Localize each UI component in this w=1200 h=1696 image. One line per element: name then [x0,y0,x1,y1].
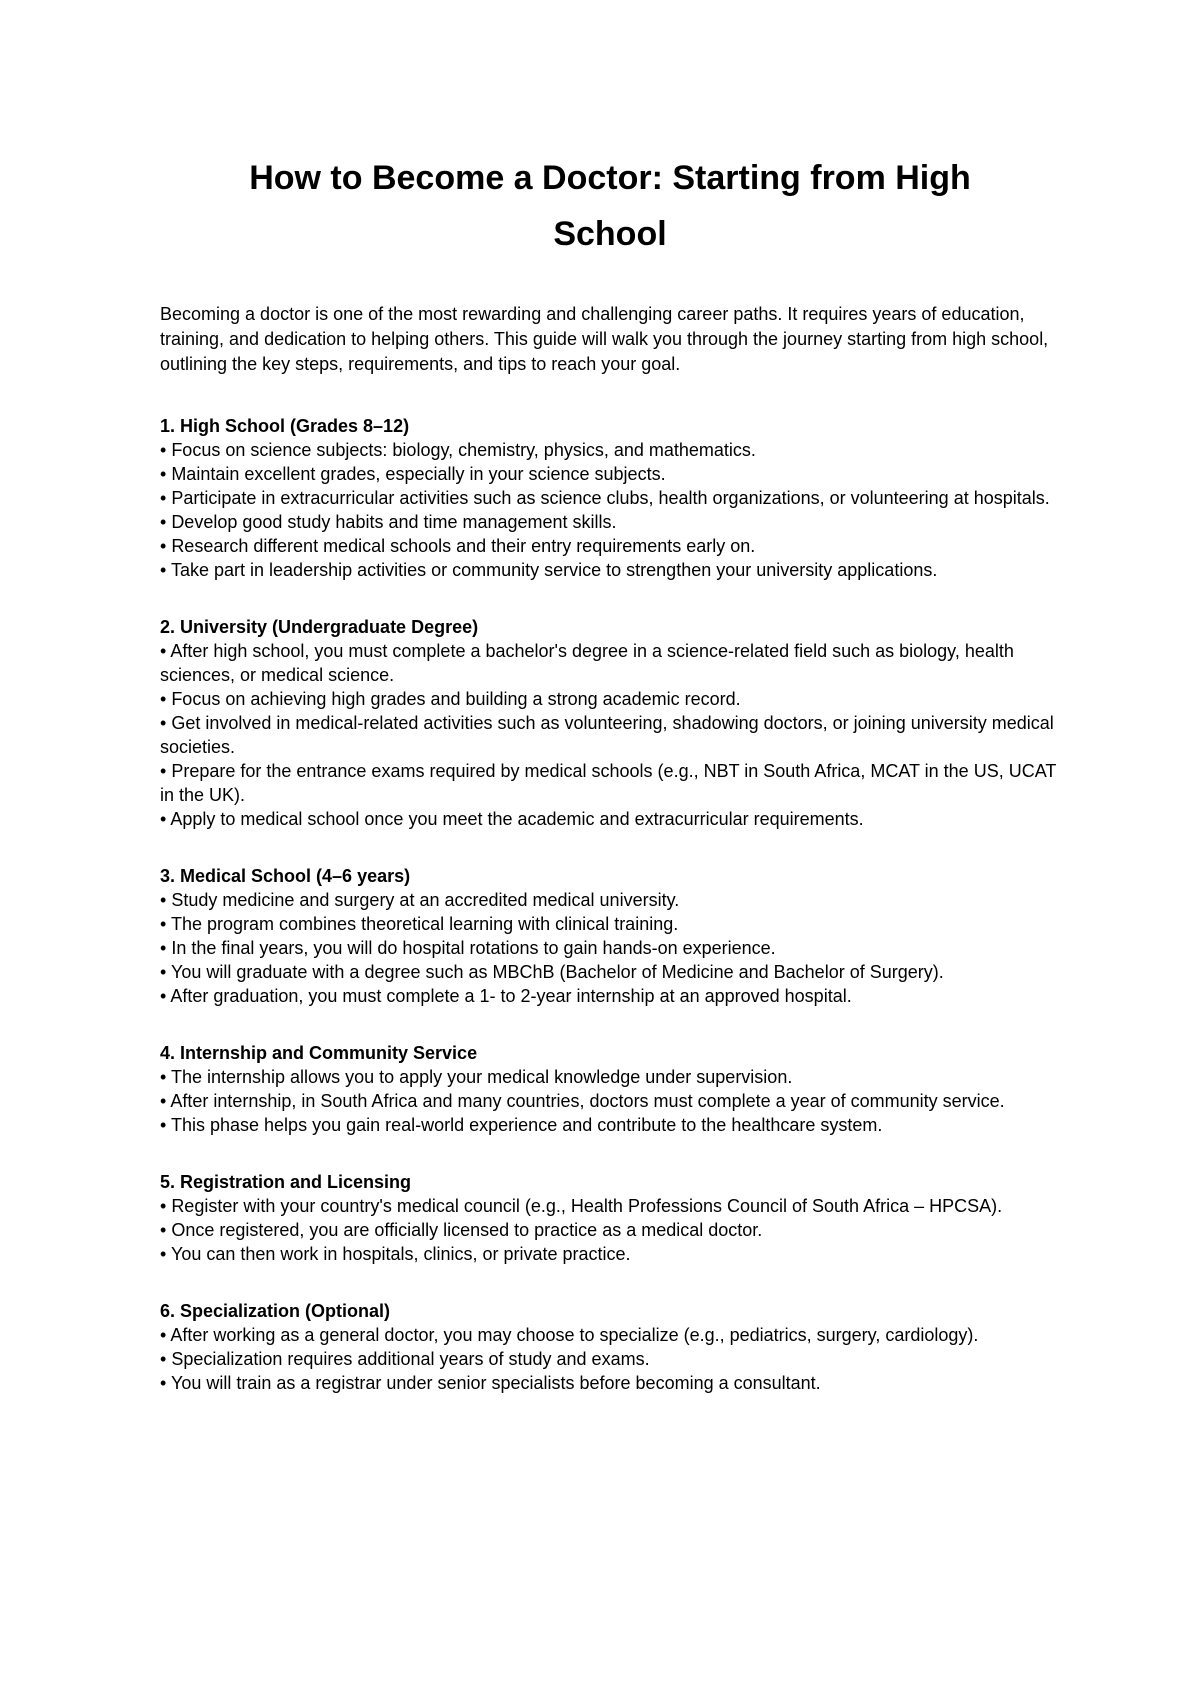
intro-paragraph: Becoming a doctor is one of the most rewarding and challenging career paths. It requires years of education, training, and dedication to helping others. This guide will walk you through the journey starting from high school, outlining the key steps, requirements, and tips to reach your goal. [160,304,1049,374]
section-heading: 4. Internship and Community Service [160,1043,478,1063]
bullet-item: • Prepare for the entrance exams required by medical schools (e.g., NBT in South Africa, MCAT in the US, UCAT in the UK). [160,761,1057,805]
bullet-item: • Once registered, you are officially licensed to practice as a medical doctor. [160,1220,763,1240]
section-heading: 1. High School (Grades 8–12) [160,416,410,436]
bullet-item: • After working as a general doctor, you may choose to specialize (e.g., pediatrics, surgery, cardiology). [160,1325,979,1345]
bullet-item: • You will graduate with a degree such as MBChB (Bachelor of Medicine and Bachelor of Surgery). [160,962,944,982]
bullet-item: • Maintain excellent grades, especially in your science subjects. [160,464,666,484]
bullet-item: • In the final years, you will do hospital rotations to gain hands-on experience. [160,938,776,958]
document-title: How to Become a Doctor: Starting from High School [249,159,971,253]
bullet-item: • You will train as a registrar under senior specialists before becoming a consultant. [160,1373,821,1393]
bullet-item: • The program combines theoretical learning with clinical training. [160,914,679,934]
section-heading: 3. Medical School (4–6 years) [160,866,411,886]
section-internship [160,1041,1060,1137]
bullet-item: • Register with your country's medical council (e.g., Health Professions Council of South Africa – HPCSA). [160,1196,1003,1216]
bullet-item: • Apply to medical school once you meet the academic and extracurricular requirements. [160,809,864,829]
document-body [160,150,1060,1428]
section-medical-school [160,864,1060,1008]
section-high-school [160,414,1060,582]
bullet-item: • You can then work in hospitals, clinics, or private practice. [160,1244,631,1264]
section-specialization [160,1299,1060,1395]
bullet-item: • This phase helps you gain real-world experience and contribute to the healthcare system. [160,1115,883,1135]
section-university [160,615,1060,831]
bullet-item: • Develop good study habits and time management skills. [160,512,617,532]
bullet-item: • After graduation, you must complete a 1- to 2-year internship at an approved hospital. [160,986,852,1006]
bullet-item: • Research different medical schools and their entry requirements early on. [160,536,756,556]
bullet-item: • Take part in leadership activities or community service to strengthen your university applications. [160,560,938,580]
section-registration [160,1170,1060,1266]
bullet-item: • Participate in extracurricular activities such as science clubs, health organizations, or volunteering at hospitals. [160,488,1050,508]
bullet-item: • The internship allows you to apply your medical knowledge under supervision. [160,1067,793,1087]
bullet-item: • Focus on science subjects: biology, chemistry, physics, and mathematics. [160,440,756,460]
section-heading: 5. Registration and Licensing [160,1172,412,1192]
bullet-item: • Focus on achieving high grades and building a strong academic record. [160,689,741,709]
bullet-item: • After high school, you must complete a bachelor's degree in a science-related field such as biology, health sciences, or medical science. [160,641,1014,685]
section-heading: 6. Specialization (Optional) [160,1301,391,1321]
bullet-item: • After internship, in South Africa and many countries, doctors must complete a year of community service. [160,1091,1005,1111]
bullet-item: • Specialization requires additional years of study and exams. [160,1349,650,1369]
section-heading: 2. University (Undergraduate Degree) [160,617,479,637]
bullet-item: • Get involved in medical-related activities such as volunteering, shadowing doctors, or joining university medical societies. [160,713,1054,757]
bullet-item: • Study medicine and surgery at an accredited medical university. [160,890,680,910]
